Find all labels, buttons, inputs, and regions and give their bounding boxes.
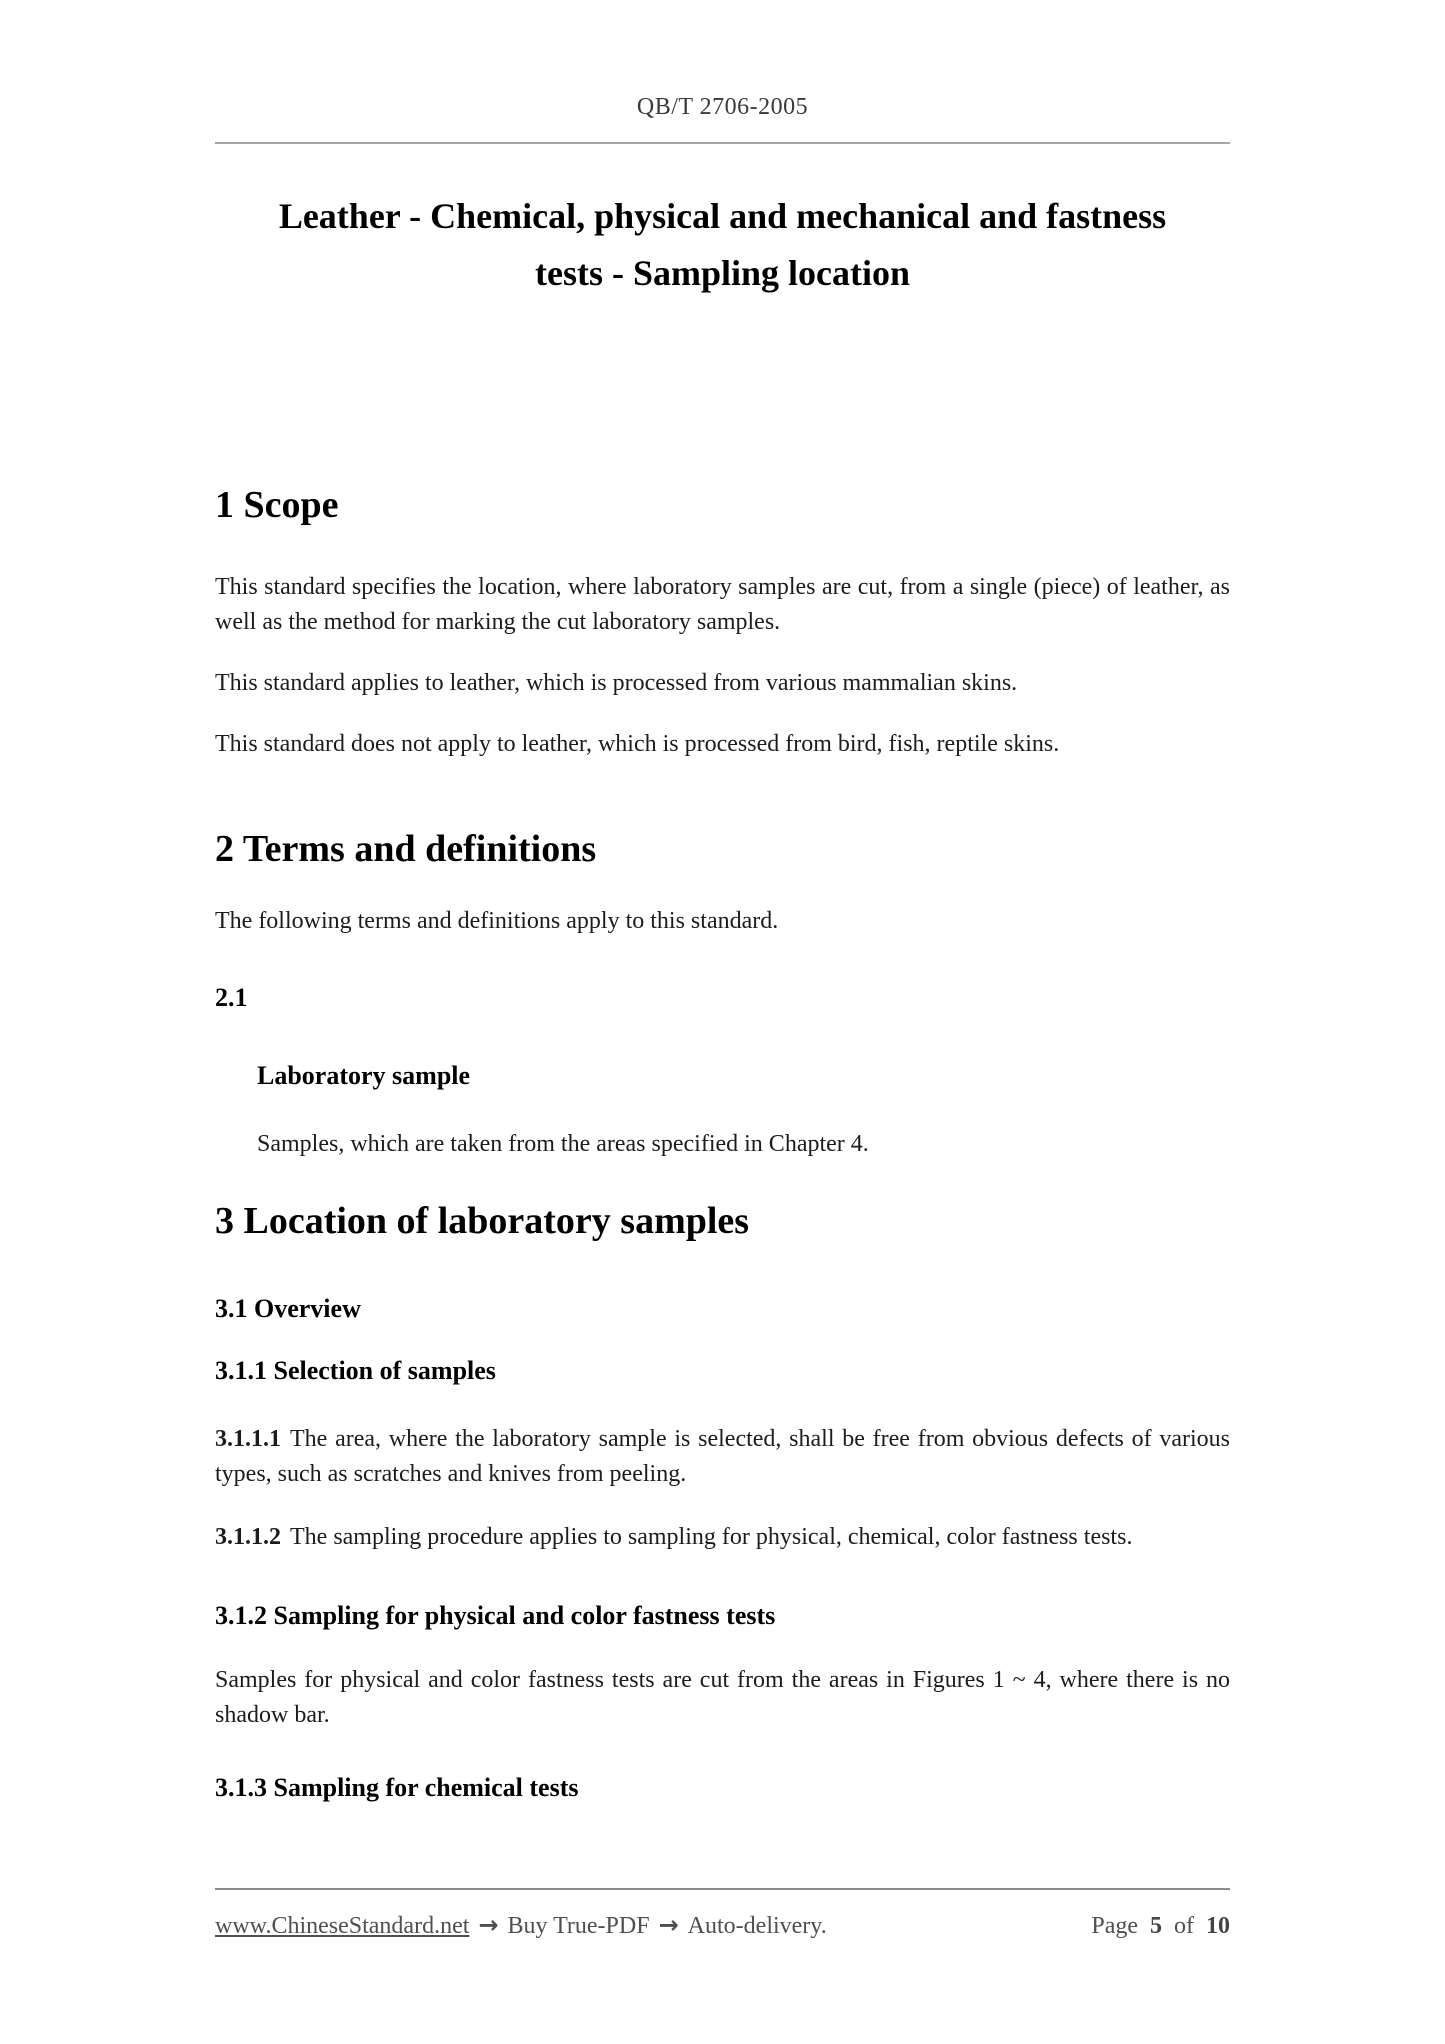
right-arrow-icon: → bbox=[478, 1911, 499, 1939]
page-indicator bbox=[1091, 1909, 1230, 1943]
header-rule bbox=[215, 142, 1230, 144]
standard-number: QB/T 2706-2005 bbox=[636, 94, 809, 120]
subsection-heading-physical-sampling: 3.1.2 Sampling for physical and color fastness tests bbox=[215, 1601, 776, 1630]
page-footer bbox=[215, 1908, 1230, 1943]
section-heading-scope: 1 Scope bbox=[215, 484, 339, 526]
document-title-line-1: Leather - Chemical, physical and mechanical and fastness bbox=[278, 196, 1167, 236]
paragraph-3111 bbox=[215, 1422, 1230, 1492]
subsection-heading-selection: 3.1.1 Selection of samples bbox=[215, 1356, 496, 1385]
scope-paragraph-2: This standard applies to leather, which is processed from various mammalian skins. bbox=[215, 670, 1018, 696]
term-name: Laboratory sample bbox=[257, 1061, 471, 1090]
scope-paragraph-3: This standard does not apply to leather, which is processed from bird, fish, reptile skins. bbox=[215, 731, 1060, 757]
right-arrow-icon: → bbox=[658, 1911, 679, 1939]
page-total-number: 10 bbox=[1206, 1913, 1230, 1939]
paragraph-3112 bbox=[215, 1520, 1230, 1555]
paragraph-3112-text: The sampling procedure applies to sampling for physical, chemical, color fastness tests. bbox=[290, 1524, 1133, 1550]
term-item-number: 2.1 bbox=[215, 983, 248, 1012]
section-heading-terms: 2 Terms and definitions bbox=[215, 828, 597, 870]
footer-buy-text: Buy True-PDF bbox=[507, 1913, 650, 1939]
page-of-label: of bbox=[1174, 1913, 1194, 1939]
footer-delivery-text: Auto-delivery. bbox=[687, 1913, 827, 1939]
document-title bbox=[215, 188, 1230, 302]
section-heading-location: 3 Location of laboratory samples bbox=[215, 1200, 750, 1242]
subsection-heading-overview: 3.1 Overview bbox=[215, 1294, 361, 1323]
paragraph-3111-text: The area, where the laboratory sample is selected, shall be free from obvious defects of various types, such as scratches and knives from peeling. bbox=[215, 1426, 1230, 1487]
term-definition: Samples, which are taken from the areas specified in Chapter 4. bbox=[257, 1131, 869, 1157]
paragraph-3111-number: 3.1.1.1 bbox=[215, 1426, 281, 1452]
paragraph-3112-number: 3.1.1.2 bbox=[215, 1524, 281, 1550]
scope-paragraph-1: This standard specifies the location, where laboratory samples are cut, from a single (piece) of leather, as well as the method for marking the cut laboratory samples. bbox=[215, 574, 1230, 635]
page-label: Page bbox=[1091, 1913, 1138, 1939]
physical-sampling-paragraph: Samples for physical and color fastness tests are cut from the areas in Figures 1 ~ 4, where there is no shadow bar. bbox=[215, 1667, 1230, 1728]
footer-rule bbox=[215, 1888, 1230, 1890]
footer-info bbox=[215, 1908, 827, 1943]
document-title-line-2: tests - Sampling location bbox=[534, 253, 910, 293]
terms-intro: The following terms and definitions apply to this standard. bbox=[215, 908, 779, 934]
subsection-heading-chemical-sampling: 3.1.3 Sampling for chemical tests bbox=[215, 1773, 579, 1802]
footer-site-link[interactable]: www.ChineseStandard.net bbox=[215, 1913, 470, 1939]
page-current-number: 5 bbox=[1150, 1913, 1162, 1939]
